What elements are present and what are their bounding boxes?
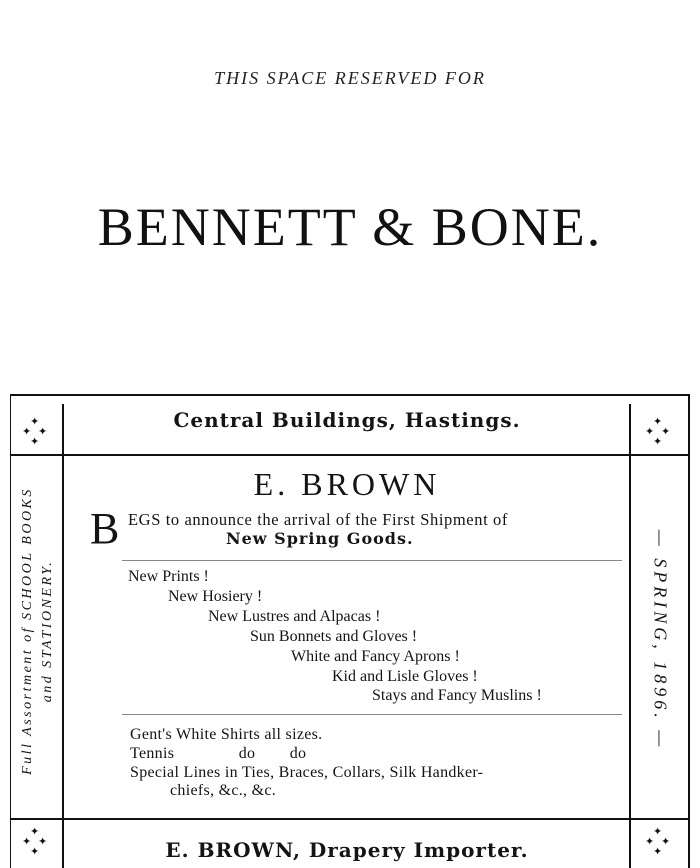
list-separator-rule — [122, 714, 622, 715]
list-item: chiefs, &c., &c. — [170, 782, 277, 799]
list-item: Kid and Lisle Gloves ! — [332, 668, 478, 685]
goods-separator-rule — [122, 560, 622, 561]
list-item: Stays and Fancy Muslins ! — [372, 687, 542, 704]
announcement-text: EGS to announce the arrival of the First Shipment of — [128, 510, 508, 529]
list-item: Special Lines in Ties, Braces, Collars, Silk Handker- — [130, 764, 484, 781]
banner-divider-rule — [11, 454, 688, 456]
merchant-heading: E. BROWN — [253, 466, 441, 502]
list-item: New Lustres and Alpacas ! — [208, 608, 381, 625]
drop-cap-letter: B — [90, 504, 120, 553]
list-item: Gent's White Shirts all sizes. — [130, 726, 323, 743]
importer-banner: E. BROWN, Drapery Importer. — [165, 838, 529, 862]
list-item: White and Fancy Aprons ! — [291, 648, 460, 665]
side-notice-line: and STATIONERY. — [40, 559, 55, 703]
left-side-notice — [8, 468, 68, 794]
bottom-divider-rule — [11, 818, 688, 820]
list-item: Tennis do do — [130, 745, 307, 762]
list-item: Sun Bonnets and Gloves ! — [250, 628, 418, 645]
cross-ornament-icon: ✦ ✦ ✦ ✦ — [645, 825, 671, 858]
frame-top-rule — [10, 394, 690, 396]
address-banner: Central Buildings, Hastings. — [173, 408, 521, 432]
side-notice-line: Full Assortment of SCHOOL BOOKS — [20, 487, 35, 775]
cross-ornament-icon: ✦ ✦ ✦ ✦ — [645, 415, 671, 448]
list-item: New Prints ! — [128, 568, 209, 585]
cross-ornament-icon: ✦ ✦ ✦ ✦ — [22, 825, 48, 858]
reserved-space-caption: THIS SPACE RESERVED FOR — [214, 68, 486, 88]
season-date-text: — SPRING, 1896. — — [650, 529, 671, 751]
right-side-notice — [630, 500, 690, 780]
goods-title: New Spring Goods. — [226, 529, 414, 548]
cross-ornament-icon: ✦ ✦ ✦ ✦ — [22, 415, 48, 448]
firm-name-title: BENNETT & BONE. — [97, 197, 603, 257]
list-item: New Hosiery ! — [168, 588, 263, 605]
